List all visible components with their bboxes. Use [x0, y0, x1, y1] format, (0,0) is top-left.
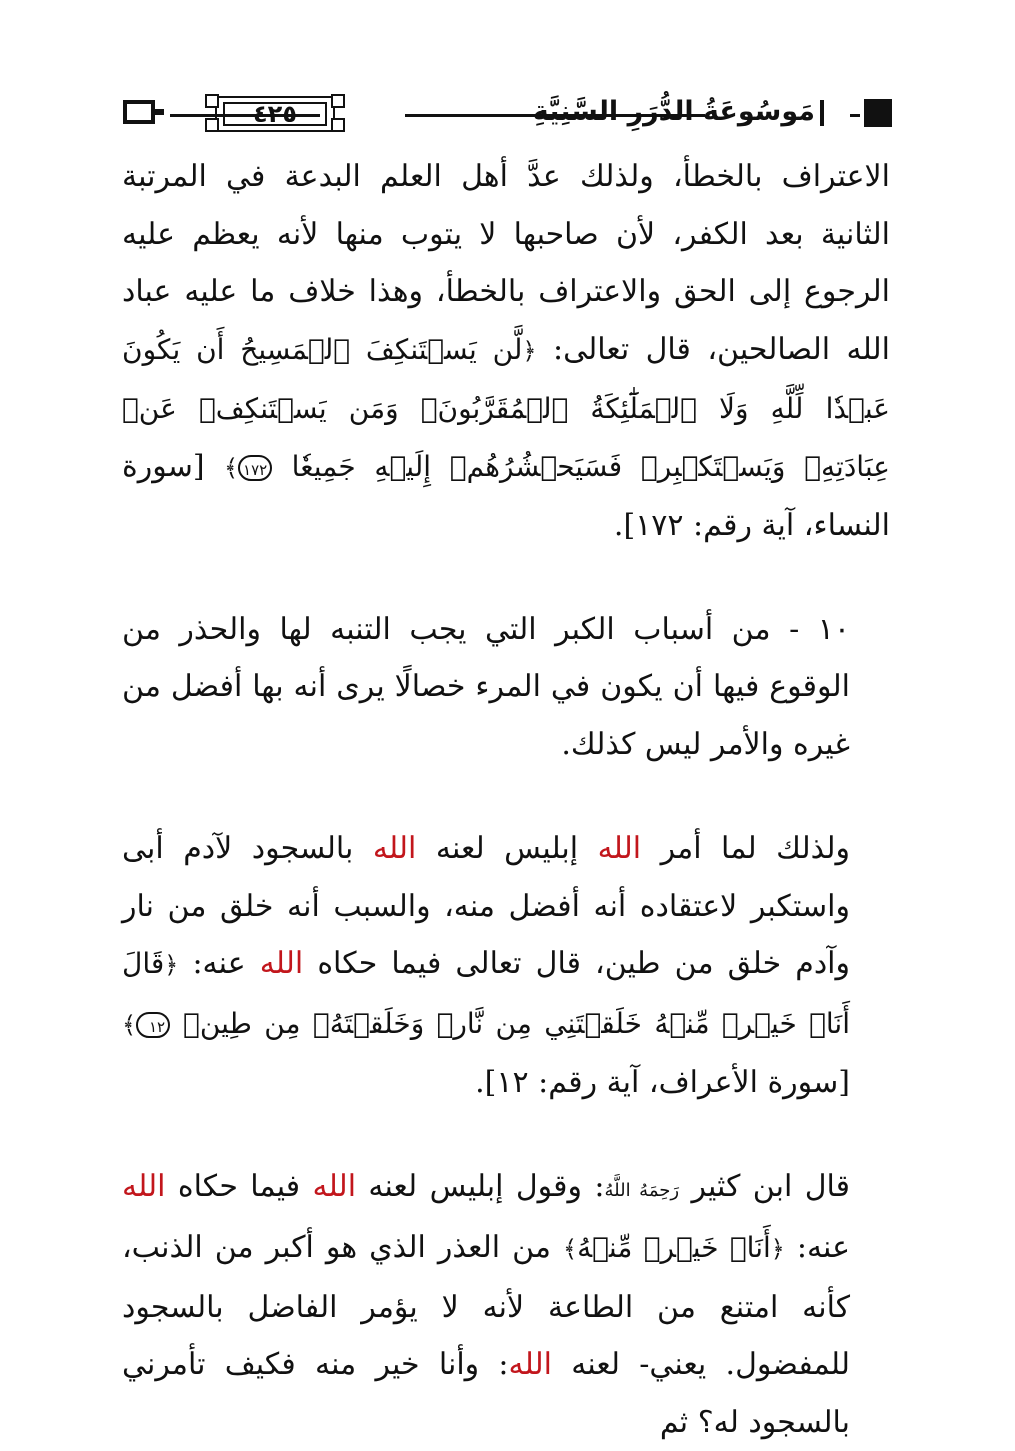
paragraph-point-10	[122, 601, 890, 774]
frame-knot-ornament	[331, 94, 345, 108]
paragraph-text: الاعتراف بالخطأ، ولذلك عدَّ أهل العلم البدعة في المرتبة الثانية بعد الكفر، لأن صاحبها لا يتوب منها لأنه يعظم عليه الرجوع إلى الحق والاعتراف بالخطأ، وهذا خلاف ما عليه عباد الله الصالحين، قال تعالى:	[122, 159, 890, 367]
paragraph-text: قال ابن كثير	[679, 1169, 850, 1204]
page-number-frame	[205, 94, 345, 134]
paragraph-gap	[122, 555, 890, 601]
divine-name: الله	[260, 946, 304, 981]
paragraph-ibn-kathir	[122, 1158, 890, 1451]
paragraph-gap	[122, 773, 890, 820]
paragraph-gap	[122, 1112, 890, 1158]
page-body	[122, 148, 890, 1451]
quran-brace-close: ﴾	[563, 1235, 577, 1263]
header-end-ornament-right	[864, 99, 892, 127]
quran-verse: لَّن يَسۡتَنكِفَ ٱلۡمَسِيحُ أَن يَكُونَ عَبۡدٗا لِّلَّهِ وَلَا ٱلۡمَلَٰٓئِكَةُ ٱلۡمُقَرَّبُونَۚ وَمَن يَسۡتَنكِفۡ عَنۡ عِبَادَتِهِۦ وَيَسۡتَكۡبِرۡ فَسَيَحۡشُرُهُمۡ إِلَيۡهِ جَمِيعٗا	[122, 333, 890, 483]
paragraph-text: ١٠ - من أسباب الكبر التي يجب التنبه لها والحذر من الوقوع فيها أن يكون في المرء خصالًا يرى أنه بها أفضل من غيره والأمر ليس كذلك.	[122, 612, 850, 762]
divine-name: الله	[313, 1169, 357, 1204]
book-title: مَوسُوعَةُ الدُّرَرِ السَّنِيَّةِ	[590, 88, 815, 136]
page-number: ٤٢٥	[253, 102, 297, 126]
surah-citation: [سورة الأعراف، آية رقم: ١٢].	[475, 1065, 850, 1100]
honorific-phrase: رَحِمَهُ اللَّهُ	[605, 1180, 680, 1201]
frame-knot-ornament	[205, 94, 219, 108]
quran-verse: أَنَا۠ خَيۡرٞ مِّنۡهُ	[577, 1231, 771, 1264]
header-rule-right	[850, 114, 860, 117]
paragraph-continuation	[122, 148, 890, 555]
quran-brace-open: ﴿	[164, 951, 178, 979]
quran-brace-open: ﴿	[522, 337, 536, 365]
page-header	[120, 86, 895, 146]
paragraph-text: : وقول إبليس لعنه	[356, 1169, 604, 1204]
header-end-bar	[820, 100, 824, 126]
paragraph-text: : وأنا خير منه فكيف تأمرني بالسجود له؟ ثم	[122, 1347, 850, 1440]
paragraph-text: ولذلك لما أمر	[641, 831, 850, 866]
paragraph-text: من العذر الذي هو أكبر من الذنب، كأنه امتنع من الطاعة لأنه لا يؤمر الفاضل بالسجود للمفضول. يعني- لعنه	[122, 1230, 850, 1382]
quran-verse: قَالَ أَنَا۠ خَيۡرٞ مِّنۡهُ خَلَقۡتَنِي مِن نَّارٖ وَخَلَقۡتَهُۥ مِن طِينٖ	[122, 947, 850, 1040]
paragraph-text: عنه:	[785, 1230, 850, 1265]
quran-brace-open: ﴿	[771, 1235, 785, 1263]
paragraph-text: عنه:	[178, 946, 259, 981]
frame-knot-ornament	[331, 118, 345, 132]
ayah-number-marker: ١٧٢	[238, 455, 272, 481]
frame-knot-ornament	[205, 118, 219, 132]
paragraph-text: إبليس لعنه	[416, 831, 597, 866]
divine-name: الله	[509, 1347, 553, 1382]
paragraph-text: فيما حكاه	[166, 1169, 313, 1204]
quran-brace-close: ﴾	[122, 1011, 136, 1039]
paragraph-text: بالسجود لآدم أبى واستكبر لاعتقاده أنه أفضل منه، والسبب أنه خلق من نار وآدم خلق من طين، قال تعالى فيما حكاه	[122, 831, 850, 981]
divine-name: الله	[598, 831, 642, 866]
paragraph-iblis	[122, 820, 890, 1112]
page-number-outer-frame	[215, 96, 335, 132]
divine-name: الله	[373, 831, 417, 866]
divine-name: الله	[122, 1169, 166, 1204]
surah-citation: [سورة النساء، آية رقم: ١٧٢].	[122, 449, 890, 544]
ayah-number-marker: ١٢	[136, 1012, 170, 1038]
header-end-ornament-left	[123, 100, 155, 124]
quran-brace-close: ﴾	[224, 454, 238, 482]
